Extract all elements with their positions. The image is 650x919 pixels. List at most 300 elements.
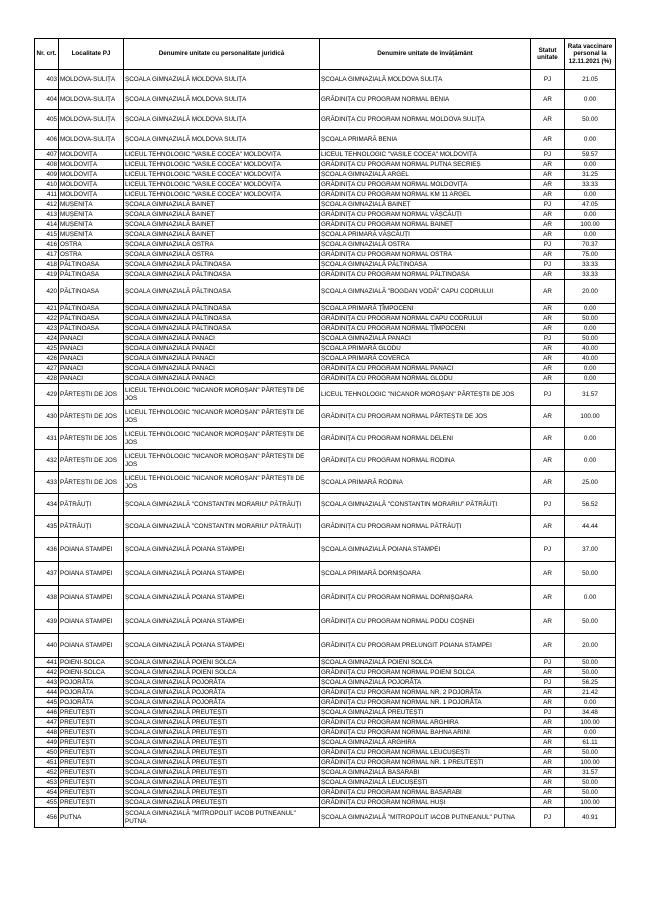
cell-rata: 0.00: [565, 374, 616, 384]
cell-unitate: ȘCOALA GIMNAZIALĂ LEUCUȘEȘTI: [320, 778, 531, 788]
cell-pj: ȘCOALA GIMNAZIALĂ POIENI SOLCA: [124, 658, 320, 668]
cell-rata: 40.00: [565, 354, 616, 364]
cell-localitate: MOLDOVA-SULIȚA: [59, 90, 124, 110]
cell-pj: ȘCOALA GIMNAZIALĂ PĂLTINOASA: [124, 280, 320, 304]
cell-statut: PJ: [531, 678, 565, 688]
cell-nr: 455: [35, 798, 59, 808]
cell-statut: AR: [531, 220, 565, 230]
cell-statut: AR: [531, 160, 565, 170]
cell-statut: AR: [531, 250, 565, 260]
cell-nr: 421: [35, 304, 59, 314]
cell-statut: AR: [531, 130, 565, 150]
cell-unitate: GRĂDINIȚA CU PROGRAM NORMAL DORNIȘOARA: [320, 586, 531, 610]
table-row: [35, 334, 616, 344]
cell-pj: ȘCOALA GIMNAZIALĂ PĂLTINOASA: [124, 314, 320, 324]
cell-unitate: ȘCOALA PRIMARĂ GLODU: [320, 344, 531, 354]
cell-localitate: POJORÂTA: [59, 678, 124, 688]
cell-unitate: GRĂDINIȚA CU PROGRAM NORMAL PĂTRĂUȚI: [320, 516, 531, 538]
cell-pj: ȘCOALA GIMNAZIALĂ BAINEȚ: [124, 220, 320, 230]
table-body: [35, 70, 616, 828]
cell-statut: AR: [531, 728, 565, 738]
cell-unitate: ȘCOALA GIMNAZIALĂ POIANA STAMPEI: [320, 538, 531, 562]
cell-nr: 431: [35, 428, 59, 450]
cell-rata: 31.25: [565, 170, 616, 180]
cell-pj: ȘCOALA GIMNAZIALĂ BAINEȚ: [124, 230, 320, 240]
table-row: [35, 738, 616, 748]
cell-rata: 50.00: [565, 778, 616, 788]
table-row: [35, 250, 616, 260]
cell-nr: 412: [35, 200, 59, 210]
cell-pj: ȘCOALA GIMNAZIALĂ POJORÂTA: [124, 678, 320, 688]
cell-statut: AR: [531, 428, 565, 450]
cell-unitate: GRĂDINIȚA CU PROGRAM NORMAL PODU COȘNEI: [320, 610, 531, 634]
table-row: [35, 586, 616, 610]
cell-rata: 0.00: [565, 586, 616, 610]
cell-nr: 423: [35, 324, 59, 334]
cell-rata: 50.00: [565, 334, 616, 344]
cell-rata: 56.52: [565, 494, 616, 516]
cell-unitate: GRĂDINIȚA CU PROGRAM NORMAL PÂRTEȘTII DE JOS: [320, 406, 531, 428]
cell-localitate: PĂLTINOASA: [59, 260, 124, 270]
cell-pj: LICEUL TEHNOLOGIC "VASILE COCEA" MOLDOVIȚA: [124, 190, 320, 200]
cell-rata: 20.00: [565, 280, 616, 304]
cell-unitate: ȘCOALA GIMNAZIALĂ ARGHIRA: [320, 738, 531, 748]
table-row: [35, 718, 616, 728]
cell-rata: 100.00: [565, 220, 616, 230]
cell-unitate: ȘCOALA PRIMARĂ BENIA: [320, 130, 531, 150]
cell-pj: ȘCOALA GIMNAZIALĂ PREUTEȘTI: [124, 708, 320, 718]
cell-unitate: GRĂDINIȚA CU PROGRAM NORMAL LEUCUȘEȘTI: [320, 748, 531, 758]
cell-nr: 432: [35, 450, 59, 472]
cell-rata: 44.44: [565, 516, 616, 538]
cell-localitate: MUȘENIȚA: [59, 210, 124, 220]
cell-rata: 100.00: [565, 798, 616, 808]
cell-nr: 407: [35, 150, 59, 160]
cell-unitate: GRĂDINIȚA CU PROGRAM NORMAL BENIA: [320, 90, 531, 110]
cell-unitate: GRĂDINIȚA CU PROGRAM NORMAL NR. 1 POJORÂTA: [320, 698, 531, 708]
cell-localitate: PANACI: [59, 334, 124, 344]
table-row: [35, 450, 616, 472]
cell-nr: 409: [35, 170, 59, 180]
table-row: [35, 374, 616, 384]
cell-unitate: GRĂDINIȚA CU PROGRAM NORMAL HUȘI: [320, 798, 531, 808]
cell-unitate: ȘCOALA GIMNAZIALĂ "CONSTANTIN MORARIU" PĂTRĂUȚI: [320, 494, 531, 516]
cell-pj: ȘCOALA GIMNAZIALĂ PREUTEȘTI: [124, 798, 320, 808]
cell-unitate: GRĂDINIȚA CU PROGRAM NORMAL RODINA: [320, 450, 531, 472]
cell-localitate: MOLDOVIȚA: [59, 170, 124, 180]
cell-rata: 0.00: [565, 428, 616, 450]
cell-statut: AR: [531, 768, 565, 778]
cell-unitate: ȘCOALA GIMNAZIALĂ OSTRA: [320, 240, 531, 250]
cell-pj: ȘCOALA GIMNAZIALĂ PREUTEȘTI: [124, 748, 320, 758]
cell-localitate: MUȘENIȚA: [59, 200, 124, 210]
cell-nr: 426: [35, 354, 59, 364]
cell-localitate: PUTNA: [59, 808, 124, 828]
cell-statut: AR: [531, 170, 565, 180]
cell-localitate: PREUTEȘTI: [59, 748, 124, 758]
cell-localitate: MOLDOVIȚA: [59, 180, 124, 190]
table-row: [35, 472, 616, 494]
cell-rata: 33.33: [565, 260, 616, 270]
cell-rata: 59.57: [565, 150, 616, 160]
cell-nr: 447: [35, 718, 59, 728]
cell-unitate: GRĂDINIȚA CU PROGRAM NORMAL NR. 2 POJORÂTA: [320, 688, 531, 698]
table-row: [35, 678, 616, 688]
cell-unitate: GRĂDINIȚA CU PROGRAM NORMAL KM 11 ARGEL: [320, 190, 531, 200]
cell-unitate: GRĂDINIȚA CU PROGRAM PRELUNGIT POIANA STAMPEI: [320, 634, 531, 658]
cell-rata: 31.57: [565, 384, 616, 406]
table-row: [35, 688, 616, 698]
cell-rata: 50.00: [565, 610, 616, 634]
cell-localitate: PÂRTEȘTII DE JOS: [59, 450, 124, 472]
cell-pj: LICEUL TEHNOLOGIC "NICANOR MOROȘAN" PÂRTEȘTII DE JOS: [124, 428, 320, 450]
cell-pj: ȘCOALA GIMNAZIALĂ POIANA STAMPEI: [124, 538, 320, 562]
cell-rata: 40.00: [565, 344, 616, 354]
cell-rata: 0.00: [565, 728, 616, 738]
cell-pj: ȘCOALA GIMNAZIALĂ PĂLTINOASA: [124, 260, 320, 270]
cell-localitate: POIANA STAMPEI: [59, 562, 124, 586]
cell-localitate: MOLDOVIȚA: [59, 160, 124, 170]
cell-localitate: PĂLTINOASA: [59, 314, 124, 324]
cell-localitate: POJORÂTA: [59, 698, 124, 708]
cell-unitate: GRĂDINIȚA CU PROGRAM NORMAL ȚÎMPOCENI: [320, 324, 531, 334]
cell-pj: ȘCOALA GIMNAZIALĂ BAINEȚ: [124, 210, 320, 220]
cell-pj: ȘCOALA GIMNAZIALĂ POJORÂTA: [124, 688, 320, 698]
cell-statut: PJ: [531, 808, 565, 828]
cell-statut: PJ: [531, 200, 565, 210]
cell-statut: PJ: [531, 658, 565, 668]
cell-pj: ȘCOALA GIMNAZIALĂ PANACI: [124, 364, 320, 374]
header-rata: Rata vaccinare personal la 12.11.2021 (%): [565, 39, 616, 70]
cell-pj: ȘCOALA GIMNAZIALĂ POIENI SOLCA: [124, 668, 320, 678]
cell-statut: AR: [531, 180, 565, 190]
table-row: [35, 778, 616, 788]
cell-pj: ȘCOALA GIMNAZIALĂ "MITROPOLIT IACOB PUTNEANUL" PUTNA: [124, 808, 320, 828]
cell-localitate: MOLDOVA-SULIȚA: [59, 70, 124, 90]
cell-statut: AR: [531, 110, 565, 130]
cell-unitate: ȘCOALA GIMNAZIALĂ "BOGDAN VODĂ" CAPU CODRULUI: [320, 280, 531, 304]
cell-statut: AR: [531, 688, 565, 698]
table-row: [35, 260, 616, 270]
cell-pj: ȘCOALA GIMNAZIALĂ PANACI: [124, 354, 320, 364]
cell-rata: 25.00: [565, 472, 616, 494]
cell-rata: 0.00: [565, 364, 616, 374]
cell-pj: ȘCOALA GIMNAZIALĂ BAINEȚ: [124, 200, 320, 210]
cell-statut: AR: [531, 516, 565, 538]
table-row: [35, 798, 616, 808]
cell-rata: 0.00: [565, 190, 616, 200]
cell-unitate: ȘCOALA GIMNAZIALĂ POJORÂTA: [320, 678, 531, 688]
cell-pj: LICEUL TEHNOLOGIC "NICANOR MOROȘAN" PÂRTEȘTII DE JOS: [124, 406, 320, 428]
header-localitate: Localitate PJ: [59, 39, 124, 70]
cell-nr: 434: [35, 494, 59, 516]
table-row: [35, 190, 616, 200]
cell-rata: 50.00: [565, 748, 616, 758]
cell-rata: 50.00: [565, 658, 616, 668]
cell-statut: AR: [531, 354, 565, 364]
cell-statut: AR: [531, 472, 565, 494]
cell-pj: ȘCOALA GIMNAZIALĂ POIANA STAMPEI: [124, 610, 320, 634]
cell-unitate: GRĂDINIȚA CU PROGRAM NORMAL CAPU CODRULUI: [320, 314, 531, 324]
cell-pj: ȘCOALA GIMNAZIALĂ PANACI: [124, 344, 320, 354]
header-unitate: Denumire unitate de învățământ: [320, 39, 531, 70]
cell-rata: 75.00: [565, 250, 616, 260]
table-row: [35, 210, 616, 220]
cell-statut: AR: [531, 364, 565, 374]
cell-nr: 450: [35, 748, 59, 758]
cell-pj: ȘCOALA GIMNAZIALĂ PANACI: [124, 334, 320, 344]
cell-statut: AR: [531, 610, 565, 634]
cell-rata: 56.25: [565, 678, 616, 688]
cell-localitate: PÂRTEȘTII DE JOS: [59, 384, 124, 406]
cell-nr: 425: [35, 344, 59, 354]
cell-statut: AR: [531, 406, 565, 428]
cell-nr: 410: [35, 180, 59, 190]
cell-statut: AR: [531, 738, 565, 748]
cell-unitate: GRĂDINIȚA CU PROGRAM NORMAL POIENI SOLCA: [320, 668, 531, 678]
cell-unitate: GRĂDINIȚA CU PROGRAM NORMAL PANACI: [320, 364, 531, 374]
cell-localitate: PREUTEȘTI: [59, 768, 124, 778]
cell-rata: 20.00: [565, 634, 616, 658]
cell-nr: 441: [35, 658, 59, 668]
cell-pj: ȘCOALA GIMNAZIALĂ PĂLTINOASA: [124, 324, 320, 334]
cell-nr: 429: [35, 384, 59, 406]
cell-localitate: PANACI: [59, 354, 124, 364]
cell-localitate: MUȘENIȚA: [59, 220, 124, 230]
cell-unitate: ȘCOALA PRIMARĂ COVERCA: [320, 354, 531, 364]
table-row: [35, 270, 616, 280]
cell-unitate: GRĂDINIȚA CU PROGRAM NORMAL ARGHIRA: [320, 718, 531, 728]
cell-nr: 422: [35, 314, 59, 324]
cell-unitate: ȘCOALA PRIMARĂ VĂȘCĂUȚI: [320, 230, 531, 240]
cell-nr: 453: [35, 778, 59, 788]
cell-rata: 0.00: [565, 698, 616, 708]
header-pj: Denumire unitate cu personalitate juridică: [124, 39, 320, 70]
cell-rata: 37.00: [565, 538, 616, 562]
cell-nr: 445: [35, 698, 59, 708]
cell-rata: 0.00: [565, 130, 616, 150]
cell-statut: AR: [531, 668, 565, 678]
cell-localitate: PÂRTEȘTII DE JOS: [59, 428, 124, 450]
header-statut: Statut unitate: [531, 39, 565, 70]
cell-unitate: GRĂDINIȚA CU PROGRAM NORMAL BAINEȚ: [320, 220, 531, 230]
cell-nr: 435: [35, 516, 59, 538]
cell-pj: ȘCOALA GIMNAZIALĂ PREUTEȘTI: [124, 718, 320, 728]
cell-rata: 0.00: [565, 160, 616, 170]
cell-nr: 444: [35, 688, 59, 698]
cell-rata: 33.33: [565, 180, 616, 190]
cell-nr: 406: [35, 130, 59, 150]
cell-unitate: ȘCOALA GIMNAZIALĂ PREUTEȘTI: [320, 708, 531, 718]
cell-nr: 433: [35, 472, 59, 494]
cell-rata: 0.00: [565, 304, 616, 314]
cell-pj: ȘCOALA GIMNAZIALĂ PREUTEȘTI: [124, 738, 320, 748]
cell-pj: LICEUL TEHNOLOGIC "VASILE COCEA" MOLDOVIȚA: [124, 170, 320, 180]
cell-localitate: PÂRTEȘTII DE JOS: [59, 472, 124, 494]
cell-localitate: MOLDOVA-SULIȚA: [59, 110, 124, 130]
cell-nr: 442: [35, 668, 59, 678]
cell-statut: AR: [531, 230, 565, 240]
table-row: [35, 240, 616, 250]
cell-pj: ȘCOALA GIMNAZIALĂ OSTRA: [124, 250, 320, 260]
cell-statut: PJ: [531, 240, 565, 250]
cell-localitate: POIANA STAMPEI: [59, 538, 124, 562]
cell-unitate: GRĂDINIȚA CU PROGRAM NORMAL OSTRA: [320, 250, 531, 260]
table-row: [35, 406, 616, 428]
cell-statut: PJ: [531, 708, 565, 718]
cell-nr: 428: [35, 374, 59, 384]
cell-rata: 21.42: [565, 688, 616, 698]
cell-pj: LICEUL TEHNOLOGIC "VASILE COCEA" MOLDOVIȚA: [124, 180, 320, 190]
cell-statut: AR: [531, 270, 565, 280]
cell-localitate: PĂLTINOASA: [59, 304, 124, 314]
cell-unitate: ȘCOALA PRIMARĂ RODINA: [320, 472, 531, 494]
cell-statut: AR: [531, 778, 565, 788]
cell-nr: 436: [35, 538, 59, 562]
cell-pj: ȘCOALA GIMNAZIALĂ MOLDOVA SULIȚA: [124, 90, 320, 110]
table-row: [35, 90, 616, 110]
cell-rata: 40.91: [565, 808, 616, 828]
table-row: [35, 788, 616, 798]
table-row: [35, 170, 616, 180]
cell-localitate: PANACI: [59, 374, 124, 384]
cell-nr: 417: [35, 250, 59, 260]
vaccination-table: [34, 38, 616, 828]
cell-localitate: POIANA STAMPEI: [59, 586, 124, 610]
cell-localitate: PANACI: [59, 344, 124, 354]
cell-unitate: ȘCOALA GIMNAZIALĂ ARGEL: [320, 170, 531, 180]
cell-statut: AR: [531, 190, 565, 200]
cell-nr: 427: [35, 364, 59, 374]
cell-localitate: POIANA STAMPEI: [59, 610, 124, 634]
cell-nr: 413: [35, 210, 59, 220]
table-row: [35, 516, 616, 538]
cell-pj: ȘCOALA GIMNAZIALĂ POIANA STAMPEI: [124, 586, 320, 610]
cell-statut: AR: [531, 450, 565, 472]
cell-rata: 50.00: [565, 314, 616, 324]
cell-nr: 418: [35, 260, 59, 270]
cell-unitate: GRĂDINIȚA CU PROGRAM NORMAL PĂLTINOASA: [320, 270, 531, 280]
cell-statut: AR: [531, 798, 565, 808]
cell-rata: 50.00: [565, 788, 616, 798]
cell-unitate: ȘCOALA GIMNAZIALĂ "MITROPOLIT IACOB PUTNEANUL" PUTNA: [320, 808, 531, 828]
cell-rata: 0.00: [565, 90, 616, 110]
cell-localitate: PANACI: [59, 364, 124, 374]
cell-pj: ȘCOALA GIMNAZIALĂ PANACI: [124, 374, 320, 384]
cell-localitate: POIENI-SOLCA: [59, 658, 124, 668]
table-row: [35, 364, 616, 374]
cell-rata: 70.37: [565, 240, 616, 250]
table-row: [35, 344, 616, 354]
table-row: [35, 324, 616, 334]
table-header-row: [35, 39, 616, 70]
cell-statut: AR: [531, 562, 565, 586]
cell-localitate: PREUTEȘTI: [59, 708, 124, 718]
cell-nr: 449: [35, 738, 59, 748]
cell-rata: 0.00: [565, 450, 616, 472]
cell-localitate: PREUTEȘTI: [59, 788, 124, 798]
cell-nr: 411: [35, 190, 59, 200]
cell-pj: ȘCOALA GIMNAZIALĂ PREUTEȘTI: [124, 758, 320, 768]
cell-statut: AR: [531, 304, 565, 314]
cell-localitate: POIANA STAMPEI: [59, 634, 124, 658]
cell-nr: 443: [35, 678, 59, 688]
cell-localitate: PĂLTINOASA: [59, 280, 124, 304]
cell-localitate: POIENI-SOLCA: [59, 668, 124, 678]
cell-nr: 446: [35, 708, 59, 718]
cell-pj: LICEUL TEHNOLOGIC "NICANOR MOROȘAN" PÂRTEȘTII DE JOS: [124, 450, 320, 472]
cell-rata: 0.00: [565, 210, 616, 220]
table-row: [35, 130, 616, 150]
table-row: [35, 70, 616, 90]
table-row: [35, 610, 616, 634]
cell-localitate: PREUTEȘTI: [59, 798, 124, 808]
cell-unitate: GRĂDINIȚA CU PROGRAM NORMAL MOLDOVA SULIȚA: [320, 110, 531, 130]
cell-statut: AR: [531, 344, 565, 354]
cell-localitate: PREUTEȘTI: [59, 728, 124, 738]
cell-statut: PJ: [531, 260, 565, 270]
cell-localitate: PÂRTEȘTII DE JOS: [59, 406, 124, 428]
cell-nr: 420: [35, 280, 59, 304]
cell-statut: PJ: [531, 334, 565, 344]
cell-nr: 448: [35, 728, 59, 738]
cell-localitate: OSTRA: [59, 250, 124, 260]
cell-statut: AR: [531, 748, 565, 758]
cell-nr: 405: [35, 110, 59, 130]
cell-statut: PJ: [531, 70, 565, 90]
cell-localitate: MOLDOVIȚA: [59, 190, 124, 200]
cell-nr: 403: [35, 70, 59, 90]
cell-localitate: MOLDOVA-SULIȚA: [59, 130, 124, 150]
cell-statut: PJ: [531, 494, 565, 516]
cell-nr: 416: [35, 240, 59, 250]
cell-statut: AR: [531, 280, 565, 304]
cell-unitate: ȘCOALA GIMNAZIALĂ BASARABI: [320, 768, 531, 778]
cell-localitate: PREUTEȘTI: [59, 778, 124, 788]
cell-pj: ȘCOALA GIMNAZIALĂ POJORÂTA: [124, 698, 320, 708]
cell-pj: ȘCOALA GIMNAZIALĂ MOLDOVA SULIȚA: [124, 110, 320, 130]
cell-pj: ȘCOALA GIMNAZIALĂ "CONSTANTIN MORARIU" PĂTRĂUȚI: [124, 494, 320, 516]
table-row: [35, 668, 616, 678]
table-row: [35, 220, 616, 230]
cell-statut: AR: [531, 758, 565, 768]
cell-nr: 454: [35, 788, 59, 798]
cell-unitate: LICEUL TEHNOLOGIC "NICANOR MOROȘAN" PÂRTEȘTII DE JOS: [320, 384, 531, 406]
cell-pj: ȘCOALA GIMNAZIALĂ POIANA STAMPEI: [124, 634, 320, 658]
cell-unitate: ȘCOALA PRIMARĂ DORNIȘOARA: [320, 562, 531, 586]
cell-rata: 21.05: [565, 70, 616, 90]
cell-pj: ȘCOALA GIMNAZIALĂ PĂLTINOASA: [124, 270, 320, 280]
table-row: [35, 230, 616, 240]
cell-unitate: GRĂDINIȚA CU PROGRAM NORMAL BASARABI: [320, 788, 531, 798]
cell-pj: ȘCOALA GIMNAZIALĂ PREUTEȘTI: [124, 788, 320, 798]
cell-statut: AR: [531, 210, 565, 220]
cell-nr: 438: [35, 586, 59, 610]
table-row: [35, 180, 616, 190]
cell-localitate: MUȘENIȚA: [59, 230, 124, 240]
cell-statut: PJ: [531, 150, 565, 160]
cell-unitate: ȘCOALA GIMNAZIALĂ PANACI: [320, 334, 531, 344]
cell-rata: 0.00: [565, 324, 616, 334]
cell-statut: AR: [531, 788, 565, 798]
table-row: [35, 748, 616, 758]
cell-unitate: GRĂDINIȚA CU PROGRAM NORMAL MOLDOVIȚA: [320, 180, 531, 190]
cell-localitate: PĂLTINOASA: [59, 270, 124, 280]
cell-rata: 47.05: [565, 200, 616, 210]
table-row: [35, 494, 616, 516]
cell-statut: AR: [531, 314, 565, 324]
cell-pj: ȘCOALA GIMNAZIALĂ PĂLTINOASA: [124, 304, 320, 314]
